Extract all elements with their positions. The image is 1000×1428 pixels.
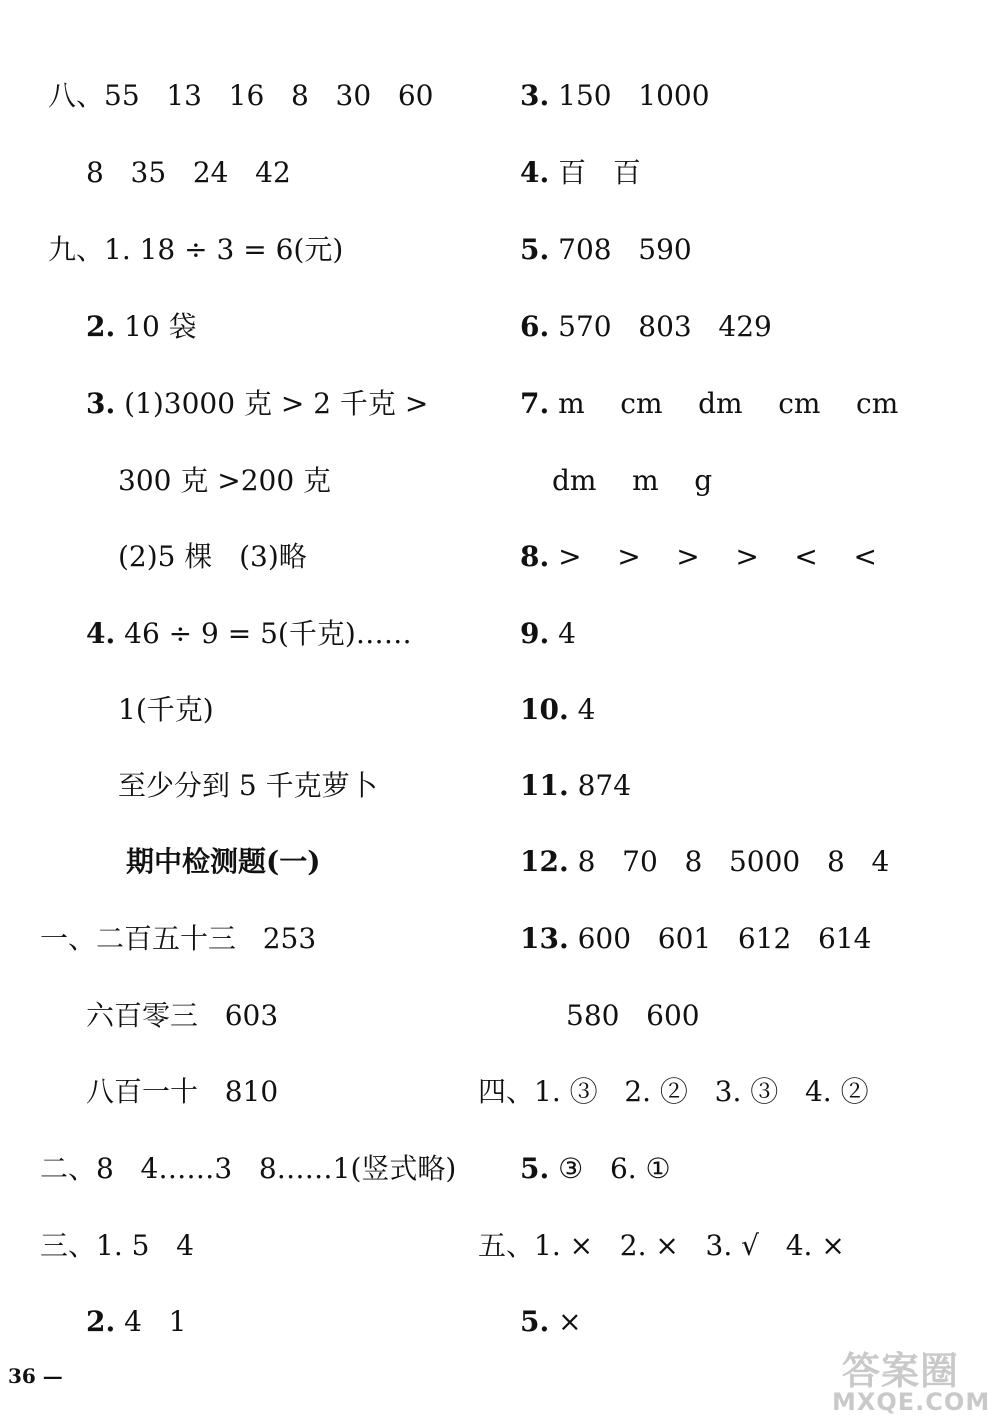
answer-line	[520, 153, 641, 193]
answer-text: 九、1. 18 ÷ 3 = 6(元)	[48, 233, 344, 266]
answer-line	[118, 537, 307, 577]
answer-line	[520, 919, 872, 959]
answer-text: 8 35 24 42	[86, 156, 291, 189]
answer-line	[520, 690, 595, 730]
item-number: 9.	[520, 617, 550, 650]
answer-text: 874	[568, 769, 632, 802]
answer-text: 1(千克)	[118, 693, 214, 726]
answer-line	[552, 461, 712, 501]
item-number: 10.	[520, 693, 569, 726]
answer-text: 570 803 429	[549, 310, 772, 343]
answer-text: ③ 6. ①	[549, 1152, 671, 1185]
item-number: 11.	[520, 769, 569, 802]
item-number: 2.	[86, 310, 116, 343]
item-number: 3.	[86, 387, 116, 420]
item-number: 3.	[520, 79, 550, 112]
answer-line	[566, 996, 700, 1036]
answer-text: 4	[568, 693, 596, 726]
watermark-url: MXQE.COM	[832, 1388, 991, 1416]
answer-text: 二、8 4……3 8……1(竖式略)	[40, 1152, 457, 1185]
answer-text: 580 600	[566, 999, 700, 1032]
watermark-logo-text: 答案圈	[842, 1349, 960, 1393]
answer-line	[520, 1149, 671, 1189]
answer-line	[520, 537, 877, 577]
answer-text: m cm dm cm cm	[549, 387, 899, 420]
item-number: 13.	[520, 922, 569, 955]
item-number: 4.	[86, 617, 116, 650]
answer-line	[520, 842, 889, 882]
answer-line	[520, 384, 898, 424]
answer-text: 六百零三 603	[86, 999, 279, 1032]
answer-text: 600 601 612 614	[568, 922, 872, 955]
section-title	[126, 842, 321, 882]
answer-line	[520, 230, 692, 270]
answer-line	[520, 614, 576, 654]
item-number: 5.	[520, 1305, 550, 1338]
answer-line	[86, 614, 412, 654]
answer-line	[118, 461, 331, 501]
answer-text: (1)3000 克 > 2 千克 >	[115, 387, 429, 420]
answer-line-8	[48, 76, 433, 116]
answer-text: 10 袋	[115, 310, 197, 343]
item-number: 6.	[520, 310, 550, 343]
answer-text: dm m g	[552, 464, 713, 497]
answer-line	[520, 76, 710, 116]
answer-text: (2)5 棵 (3)略	[118, 540, 307, 573]
answer-line	[86, 1302, 186, 1342]
answer-line	[86, 153, 291, 193]
item-number: 12.	[520, 845, 569, 878]
answer-line	[86, 307, 197, 347]
answer-line-9	[48, 230, 343, 270]
answer-line	[118, 690, 214, 730]
answer-text: 五、1. × 2. × 3. √ 4. ×	[478, 1229, 845, 1262]
answer-line	[118, 766, 378, 806]
answer-text: 8 70 8 5000 8 4	[568, 845, 890, 878]
page-number: 36 —	[8, 1364, 63, 1388]
answer-line	[86, 1072, 278, 1112]
answer-text: 4 1	[115, 1305, 187, 1338]
answer-line	[86, 996, 278, 1036]
answer-line	[520, 307, 772, 347]
answer-text: 四、1. ③ 2. ② 3. ③ 4. ②	[478, 1075, 869, 1108]
item-number: 4.	[520, 156, 550, 189]
answer-text: 4	[549, 617, 576, 650]
answer-line-5	[478, 1226, 845, 1266]
answer-text: 八百一十 810	[86, 1075, 279, 1108]
answer-text: 708 590	[549, 233, 692, 266]
item-number: 8.	[520, 540, 550, 573]
answer-text: 八、55 13 16 8 30 60	[48, 79, 434, 112]
answer-text: 百 百	[549, 156, 641, 189]
answer-text: 至少分到 5 千克萝卜	[118, 769, 378, 802]
answer-line-4	[478, 1072, 869, 1112]
answer-text: ×	[549, 1305, 582, 1338]
answer-line-3	[40, 1226, 194, 1266]
answer-line-1	[40, 919, 316, 959]
item-number: 5.	[520, 1152, 550, 1185]
section-title-text: 期中检测题(一)	[126, 845, 321, 878]
answer-line	[520, 1302, 582, 1342]
answer-text: > > > > < <	[549, 540, 877, 573]
answer-line	[520, 766, 631, 806]
answer-text: 一、二百五十三 253	[40, 922, 317, 955]
answer-text: 三、1. 5 4	[40, 1229, 194, 1262]
item-number: 2.	[86, 1305, 116, 1338]
item-number: 5.	[520, 233, 550, 266]
answer-text: 300 克 >200 克	[118, 464, 332, 497]
answer-text: 150 1000	[549, 79, 710, 112]
answer-line-2	[40, 1149, 456, 1189]
item-number: 7.	[520, 387, 550, 420]
answer-text: 46 ÷ 9 = 5(千克)……	[115, 617, 412, 650]
answer-line	[86, 384, 428, 424]
